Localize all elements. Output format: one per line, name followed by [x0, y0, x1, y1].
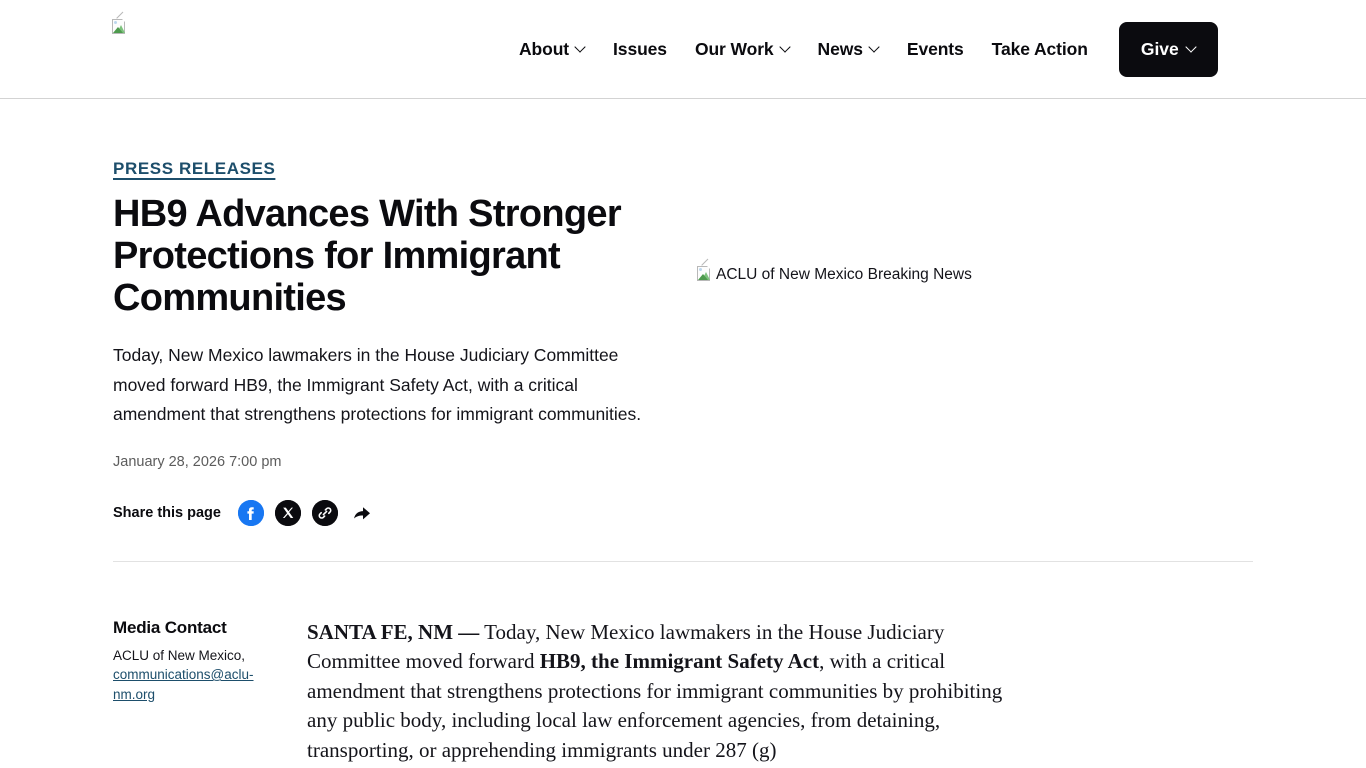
media-contact-org: ACLU of New Mexico, [113, 647, 246, 663]
article-summary: Today, New Mexico lawmakers in the House Judiciary Committee moved forward HB9, the Immigrant Safety Act, with a critical amendment that strengthens protections for immigrant communities. [113, 345, 642, 424]
chevron-down-icon [576, 43, 585, 52]
hero-section [0, 99, 1366, 526]
nav-label-take-action: Take Action [991, 39, 1088, 59]
x-glyph [275, 500, 301, 526]
broken-image-icon [112, 19, 128, 36]
main-navigation [505, 0, 1218, 99]
article-dateline: SANTA FE, NM — [307, 619, 480, 644]
media-contact-email-link[interactable]: communications@aclu-nm.org [113, 667, 254, 702]
give-button-label: Give [1140, 38, 1179, 59]
nav-item-events[interactable] [893, 31, 978, 68]
chevron-down-icon [870, 43, 879, 52]
nav-item-news[interactable] [804, 31, 893, 68]
article-body [307, 618, 1032, 766]
x-share-icon[interactable] [275, 500, 301, 526]
hero-image [117, 159, 1366, 285]
broken-image-icon [697, 266, 713, 283]
site-header [0, 0, 1366, 99]
nav-item-about[interactable] [505, 31, 599, 68]
media-contact-title: Media Contact [113, 617, 227, 637]
page-content [0, 99, 1366, 765]
media-contact-details [113, 646, 265, 705]
article-body-paragraph [307, 618, 1032, 766]
page-title: HB9 Advances With Stronger Protections for Immigrant Communities [113, 193, 621, 319]
nav-label-about: About [519, 39, 570, 59]
facebook-share-icon[interactable] [238, 500, 264, 526]
hero-image-column [697, 159, 1366, 526]
hero-image-alt-text: ACLU of New Mexico Breaking News [716, 266, 972, 283]
share-row [113, 500, 696, 526]
link-glyph [312, 500, 338, 526]
share-label: Share this page [113, 504, 221, 521]
nav-label-our-work: Our Work [694, 39, 774, 59]
nav-label-events: Events [906, 39, 964, 59]
article-body-text-1: Today, New Mexico lawmakers in the House Judiciary Committee moved forward [307, 619, 945, 673]
media-contact-block [113, 618, 265, 766]
site-logo-link[interactable] [112, 19, 128, 36]
share-arrow-glyph [351, 502, 373, 524]
article-bold-bill-name: HB9, the Immigrant Safety Act [539, 649, 820, 673]
chevron-down-icon [781, 43, 790, 52]
nav-item-our-work[interactable] [681, 31, 804, 68]
facebook-glyph [238, 500, 264, 526]
more-share-icon[interactable] [349, 500, 375, 526]
nav-label-issues: Issues [613, 39, 667, 59]
article-section [0, 562, 1366, 766]
article-body-text-2: , with a critical amendment that strengthens protections for immigrant communities by prohibiting any public body, including local law enforcement agencies, from detaining, transporting, or apprehending immigrants under 287 (g) [307, 649, 1003, 762]
copy-link-share-icon[interactable] [312, 500, 338, 526]
nav-item-take-action[interactable] [978, 31, 1102, 68]
category-link-press-releases[interactable]: PRESS RELEASES [113, 159, 276, 178]
nav-label-news: News [817, 39, 863, 59]
publish-timestamp: January 28, 2026 7:00 pm [113, 453, 282, 470]
give-button[interactable] [1119, 22, 1218, 77]
chevron-down-icon [1187, 43, 1196, 52]
nav-item-issues[interactable] [599, 31, 681, 68]
